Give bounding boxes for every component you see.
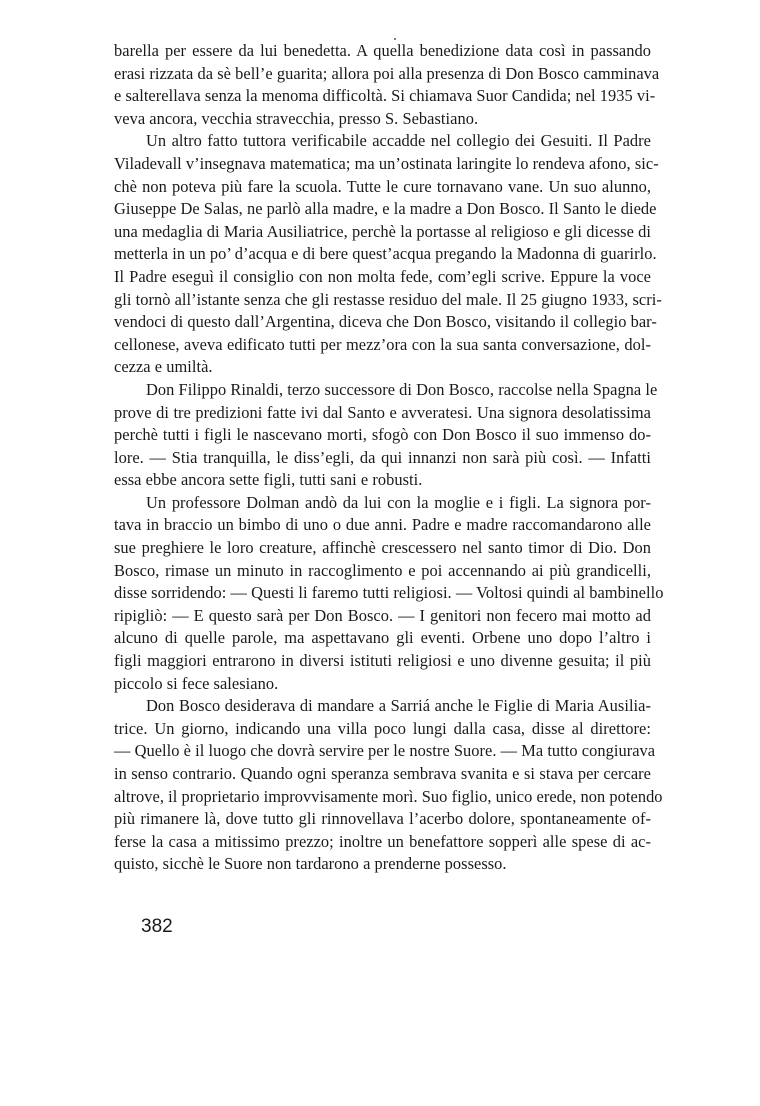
paragraph — [114, 379, 658, 492]
text-line: figli maggiori entrarono in diversi istituti religiosi e uno divenne gesuita; il più — [114, 651, 651, 671]
text-line: — Quello è il luogo che dovrà servire per le nostre Suore. — Ma tutto congiurava — [114, 741, 656, 761]
text-line: lore. — Stia tranquilla, le diss’egli, da qui innanzi non sarà più così. — Infatti — [114, 447, 651, 467]
text-line: gli tornò all’istante senza che gli restasse residuo del male. Il 25 giugno 1933, scri- — [114, 289, 662, 309]
text-line: veva ancora, vecchia stravecchia, presso S. Sebastiano. — [114, 108, 479, 128]
text-line: cellonese, aveva edificato tutti per mezz’ora con la sua santa conversazione, dol- — [114, 334, 651, 354]
text-line: cezza e umiltà. — [114, 357, 213, 377]
text-line: disse sorridendo: — Questi li faremo tutti religiosi. — Voltosi quindi al bambinello — [114, 583, 664, 603]
text-line: Giuseppe De Salas, ne parlò alla madre, e la madre a Don Bosco. Il Santo le diede — [114, 199, 657, 219]
text-line: e salterellava senza la menoma difficoltà. Si chiamava Suor Candida; nel 1935 vi- — [114, 86, 656, 106]
text-line: barella per essere da lui benedetta. A quella benedizione data così in passando — [114, 41, 651, 60]
text-line: Un altro fatto tuttora verificabile accadde nel collegio dei Gesuiti. Il Padre — [146, 131, 651, 151]
page-number: 382 — [141, 916, 173, 937]
paragraph — [114, 130, 662, 379]
text-line: quisto, sicchè le Suore non tardarono a prenderne possesso. — [114, 854, 507, 874]
text-line: altrove, il proprietario improvvisamente morì. Suo figlio, unico erede, non potendo — [114, 786, 663, 806]
text-line: Bosco, rimase un minuto in raccoglimento e poi accennando ai più grandicelli, — [114, 560, 651, 580]
text-line: Un professore Dolman andò da lui con la moglie e i figli. La signora por- — [146, 492, 651, 512]
text-line: perchè tutti i figli le nascevano morti, sfogò con Don Bosco il suo immenso do- — [114, 425, 651, 445]
text-line: Don Filippo Rinaldi, terzo successore di Don Bosco, raccolse nella Spagna le — [146, 379, 658, 399]
text-line: metterla in un po’ d’acqua e di bere quest’acqua pregando la Madonna di guarirlo. — [114, 244, 657, 264]
text-line: Viladevall v’insegnava matematica; ma un’ostinata laringite lo rendeva afono, sic- — [114, 153, 659, 173]
paragraph — [114, 492, 664, 695]
text-line: Il Padre eseguì il consiglio con non molta fede, com’egli scrive. Eppure la voce — [114, 266, 651, 286]
text-line: in senso contrario. Quando ogni speranza sembrava svanita e si stava per cercare — [114, 764, 651, 783]
text-line: ferse la casa a mitissimo prezzo; inoltre un benefattore sopperì alle spese di ac- — [114, 831, 651, 851]
paragraph — [114, 695, 663, 876]
text-line: una medaglia di Maria Ausiliatrice, perchè la portasse al religioso e gli dicesse di — [114, 221, 651, 241]
text-line: chè non poteva più fare la scuola. Tutte le cure tornavano vane. Un suo alunno, — [114, 176, 651, 196]
text-line: prove di tre predizioni fatte ivi dal Santo e avveratesi. Una signora desolatissima — [114, 402, 651, 422]
text-line: tava in braccio un bimbo di uno o due anni. Padre e madre raccomandarono alle — [114, 515, 651, 535]
text-line: essa ebbe ancora sette figli, tutti sani e robusti. — [114, 470, 423, 490]
text-line: trice. Un giorno, indicando una villa poco lungi dalla casa, disse al direttore: — [114, 718, 651, 738]
text-line: ripigliò: — E questo sarà per Don Bosco. — I genitori non fecero mai motto ad — [114, 605, 651, 625]
paragraph — [114, 40, 660, 130]
text-line: erasi rizzata da sè bell’e guarita; allora poi alla presenza di Don Bosco camminava — [114, 63, 660, 83]
text-line: Don Bosco desiderava di mandare a Sarriá anche le Figlie di Maria Ausilia- — [146, 696, 651, 716]
text-line: più rimanere là, dove tutto gli rinnovellava l’acerbo dolore, spontaneamente of- — [114, 809, 651, 829]
text-line: piccolo si fece salesiano. — [114, 673, 279, 693]
text-line: vendoci di questo dall’Argentina, diceva che Don Bosco, visitando il collegio bar- — [114, 312, 657, 332]
text-line: sue preghiere le loro creature, affinchè crescessero nel santo timor di Dio. Don — [114, 538, 651, 558]
body-text — [114, 40, 664, 876]
text-line: alcuno di quelle parole, ma aspettavano gli eventi. Orbene uno dopo l’altro i — [114, 628, 651, 648]
